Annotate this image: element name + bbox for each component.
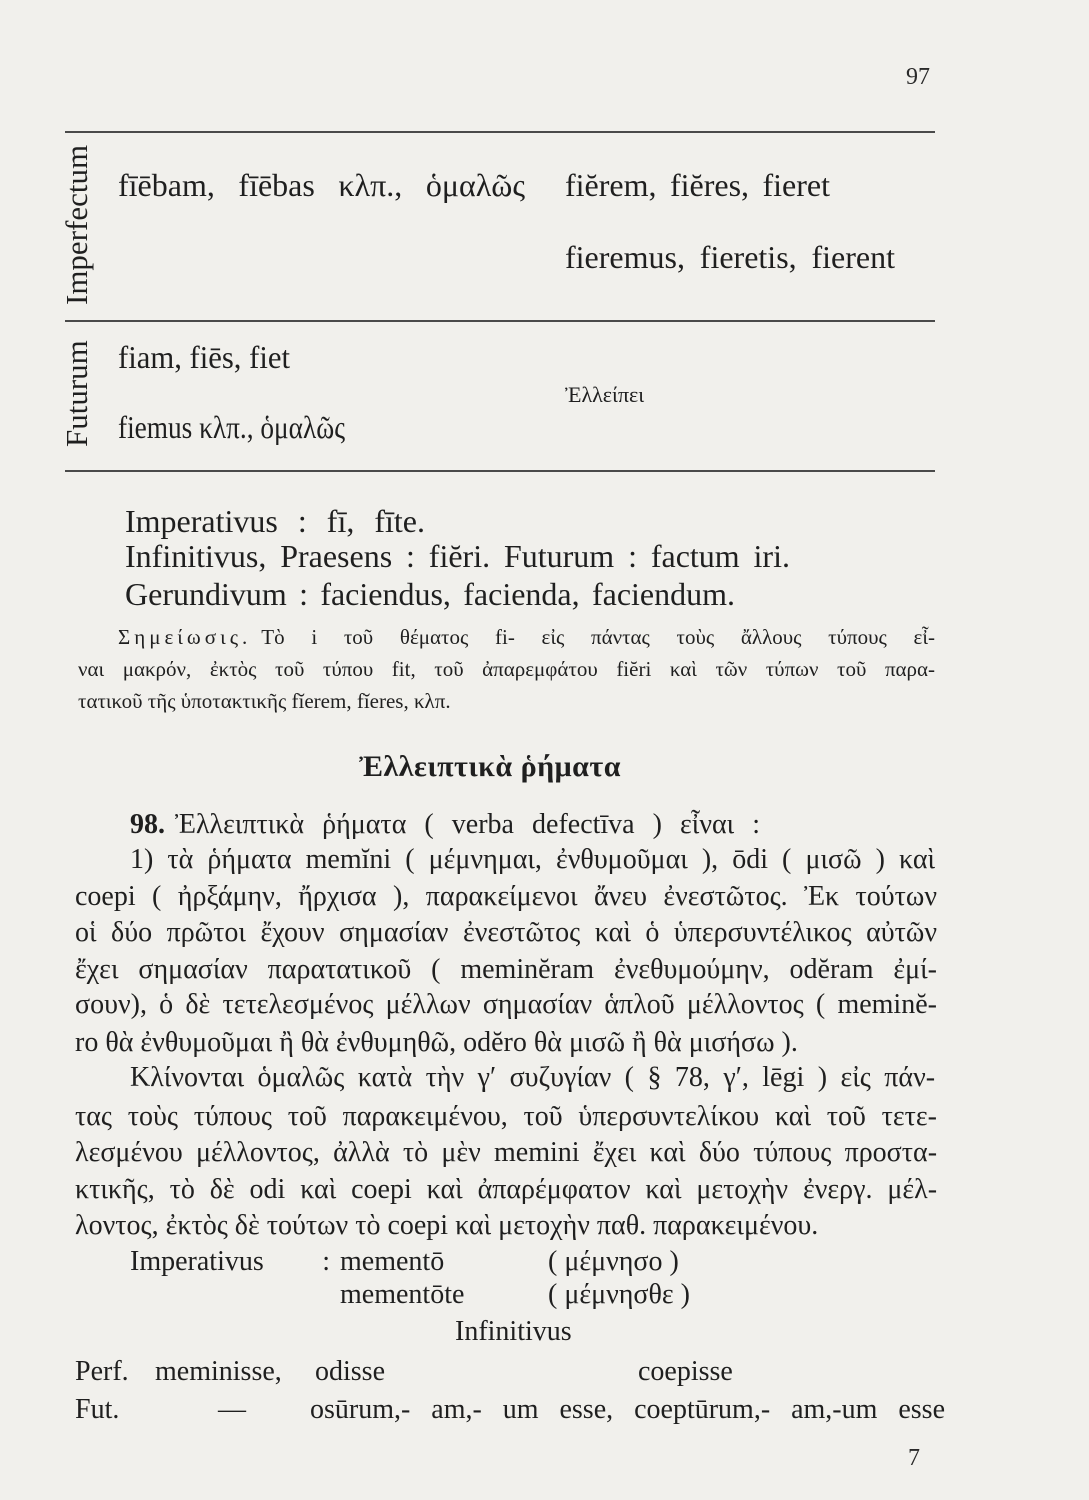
- paradigm-imperativus-singular-gloss: [548, 1248, 708, 1276]
- section-heading: [300, 752, 680, 782]
- paragraph1-line-1: [130, 846, 935, 874]
- futurum-singular-text: fiam, fiēs, fiet: [118, 339, 290, 375]
- paradigm-imperativus-plural-gloss: [548, 1281, 718, 1309]
- paradigm-perf-label: [75, 1358, 150, 1386]
- paradigm-perf-coepi: [638, 1358, 768, 1386]
- signature-number: [870, 1446, 920, 1470]
- note-line-2: [78, 659, 935, 680]
- paragraph2-line-5: [75, 1212, 890, 1240]
- paragraph2-line-1: [130, 1064, 935, 1092]
- paragraph2-line-3: [75, 1139, 937, 1167]
- page-number: [870, 65, 930, 89]
- paradigm-fut-dash-text: —: [218, 1394, 246, 1425]
- tense-label-imperfectum: Imperfectum: [59, 144, 94, 306]
- paradigm-fut-dash: [218, 1396, 258, 1424]
- paradigm-infinitivus-label-text: Infinitivus: [455, 1316, 572, 1347]
- gerundivum-text: Gerundivum : faciendus, facienda, faciendum.: [125, 576, 736, 612]
- paradigm-infinitivus-label: [455, 1318, 615, 1346]
- paradigm-imperativus-label: [130, 1248, 330, 1276]
- table-middle-rule: [65, 320, 935, 322]
- paradigm-imperativus-singular-text: mementō: [340, 1246, 445, 1277]
- paradigm-fut-label-text: Fut.: [75, 1394, 120, 1425]
- paradigm-imperativus-singular: [340, 1248, 490, 1276]
- tense-label-futurum: Futurum: [59, 340, 94, 447]
- paragraph1-line-6: [75, 1029, 895, 1057]
- paragraph1-line-4-text: ἔχει σημασίαν παρατατικοῦ ( meminĕram ἐνεθυμούμην, odĕram ἐμί-: [75, 954, 938, 985]
- signature-number-text: 7: [908, 1445, 920, 1471]
- paragraph2-line-2: [75, 1103, 937, 1131]
- paradigm-fut-forms-text: osūrum,- am,- um esse, coeptūrum,- am,-um esse: [310, 1394, 946, 1425]
- paragraph2-line-4: [75, 1176, 937, 1204]
- paradigm-imperativus-singular-gloss-text: ( μέμνησο ): [548, 1246, 679, 1277]
- paragraph2-line-3-text: λεσμένου μέλλοντος, ἀλλὰ τὸ μὲν memini ἔχει καὶ δύο τύπους προστα-: [75, 1137, 938, 1168]
- section-intro-content: [130, 811, 760, 839]
- imperfectum-subjunctive-singular-text: fiĕrem, fiĕres, fieret: [565, 167, 831, 203]
- note-line-2-text: ναι μακρόν, ἐκτὸς τοῦ τύπου fit, τοῦ ἀπαρεμφάτου fiĕri καὶ τῶν τύπων τοῦ παρα-: [78, 657, 936, 681]
- section-heading-text: Ἐλλειπτικὰ ῥήματα: [358, 750, 621, 783]
- infinitivus-line: [125, 540, 790, 572]
- imperfectum-indicative-line: [118, 169, 525, 201]
- paragraph2-line-1-text: Κλίνονται ὁμαλῶς κατὰ τὴν γ′ συζυγίαν ( § 78, γ′, lēgi ) εἰς πάν-: [130, 1062, 936, 1093]
- imperfectum-subjunctive-singular: [565, 169, 830, 201]
- paragraph1-line-3: [75, 919, 937, 947]
- paradigm-imperativus-plural: [340, 1281, 500, 1309]
- paradigm-perf-forms-text: meminisse, odisse: [155, 1356, 385, 1387]
- paradigm-perf-label-text: Perf.: [75, 1356, 129, 1387]
- imperativus-text: Imperativus : fī, fīte.: [125, 503, 426, 539]
- paradigm-perf-forms: [155, 1358, 385, 1386]
- imperfectum-subjunctive-plural-text: fieremus, fieretis, fierent: [565, 239, 895, 275]
- futurum-singular-line: [118, 341, 290, 373]
- paragraph1-line-6-text: ro θὰ ἐνθυμοῦμαι ἢ θὰ ἐνθυμηθῶ, odĕro θὰ μισῶ ἢ θὰ μισήσω ).: [75, 1027, 798, 1058]
- paradigm-imperativus-label-text: Imperativus :: [130, 1246, 330, 1277]
- paragraph1-line-1-text: 1) τὰ ῥήματα memĭni ( μέμνημαι, ἐνθυμοῦμαι ), ōdi ( μισῶ ) καὶ: [130, 844, 936, 875]
- note-line-1: [118, 627, 935, 648]
- section-number: 98.: [130, 809, 165, 840]
- paradigm-fut-label: [75, 1396, 145, 1424]
- gerundivum-line: [125, 578, 735, 610]
- paradigm-fut-forms: [310, 1396, 945, 1424]
- futurum-subjunctive-missing-text: Ἐλλείπει: [565, 382, 645, 407]
- paragraph1-line-5: [75, 991, 937, 1019]
- futurum-subjunctive-missing: [565, 384, 675, 406]
- paragraph1-line-3-text: οἱ δύο πρῶτοι ἔχουν σημασίαν ἐνεστῶτος καὶ ὁ ὑπερσυντέλικος αὐτῶν: [75, 917, 938, 948]
- paragraph1-line-4: [75, 956, 937, 984]
- paragraph2-line-5-text: λοντος, ἐκτὸς δὲ τούτων τὸ coepi καὶ μετοχὴν παθ. παρακειμένου.: [75, 1210, 819, 1241]
- note-line-1-content: [118, 627, 935, 648]
- futurum-plural-line: [118, 411, 345, 443]
- note-line-3: [78, 691, 558, 712]
- infinitivus-text: Infinitivus, Praesens : fiĕri. Futurum : factum iri.: [125, 538, 790, 574]
- section-intro-text: Ἐλλειπτικὰ ῥήματα ( verba defectīva ) εἶναι :: [175, 809, 761, 840]
- paragraph2-line-4-text: κτικῆς, τὸ δὲ odi καὶ coepi καὶ ἀπαρέμφατον καὶ μετοχὴν ἐνεργ. μέλ-: [75, 1174, 938, 1205]
- imperfectum-subjunctive-plural: [565, 241, 895, 273]
- paradigm-imperativus-plural-gloss-text: ( μέμνησθε ): [548, 1279, 690, 1310]
- paragraph2-line-2-text: τας τοὺς τύπους τοῦ παρακειμένου, τοῦ ὑπερσυντελίκου καὶ τοῦ τετε-: [75, 1101, 937, 1132]
- imperativus-line: [125, 505, 425, 537]
- page-number-text: 97: [906, 64, 930, 90]
- note-label: Σημείωσις.: [118, 625, 252, 649]
- paradigm-imperativus-plural-text: mementōte: [340, 1279, 465, 1310]
- paragraph1-line-2: [75, 883, 937, 911]
- section-intro-line: [130, 811, 760, 839]
- imperfectum-indicative-text: fīēbam, fīēbas κλπ., ὁμαλῶς: [118, 167, 525, 203]
- table-bottom-rule: [65, 470, 935, 472]
- note-line-1-text: Τὸ i τοῦ θέματος fi- εἰς πάντας τοὺς ἄλλους τύπους εἶ-: [261, 625, 935, 649]
- futurum-plural-text: fiemus κλπ., ὁμαλῶς: [118, 409, 346, 445]
- table-top-rule: [65, 131, 935, 133]
- paradigm-perf-coepi-text: coepisse: [638, 1356, 733, 1387]
- paragraph1-line-2-text: coepi ( ἠρξάμην, ἤρχισα ), παρακείμενοι ἄνευ ἐνεστῶτος. Ἐκ τούτων: [75, 881, 938, 912]
- note-line-3-text: τατικοῦ τῆς ὑποτακτικῆς fĭerem, fĭeres, κλπ.: [78, 689, 451, 713]
- paragraph1-line-5-text: σουν), ὁ δὲ τετελεσμένος μέλλων σημασίαν ἁπλοῦ μέλλοντος ( meminĕ-: [75, 989, 937, 1020]
